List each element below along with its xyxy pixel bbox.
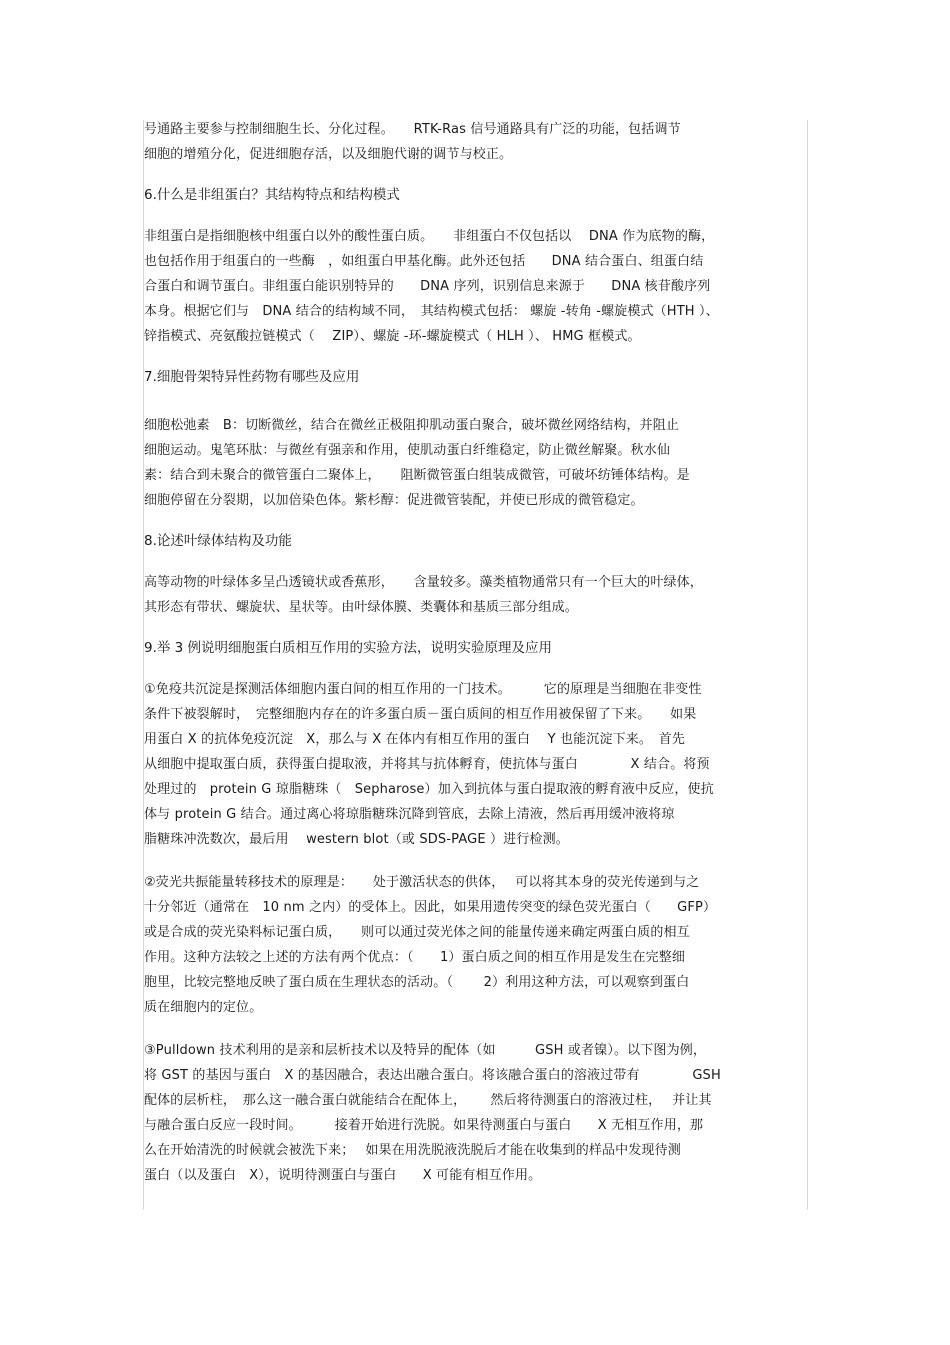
text-line: 作用。这种方法较之上述的方法有两个优点：（ 1）蛋白质之间的相互作用是发生在完整细 [144, 950, 686, 965]
text-line: 体与 protein G 结合。通过离心将琼脂糖珠沉降到管底，去除上清液，然后再用缓冲液将琼 [144, 807, 675, 822]
text-line: 蛋白（以及蛋白 X），说明待测蛋白与蛋白 X 可能有相互作用。 [144, 1168, 542, 1183]
text-line: 配体的层析柱， 那么这一融合蛋白就能结合在配体上， 然后将待测蛋白的溶液过柱， 并让其 [144, 1093, 712, 1108]
text-line: 处理过的 protein G 琼脂糖珠（ Sepharose）加入到抗体与蛋白提取液的孵育液中反应，使抗 [144, 782, 714, 797]
text-line: 锌指模式、亮氨酸拉链模式（ ZIP）、螺旋 -环-螺旋模式（ HLH ）、 HMG 框模式。 [144, 329, 641, 344]
text-line: 细胞松弛素 B：切断微丝，结合在微丝正极阻抑肌动蛋白聚合，破坏微丝网络结构，并阻止 [144, 418, 680, 433]
text-line: 将 GST 的基因与蛋白 X 的基因融合，表达出融合蛋白。将该融合蛋白的溶液过带有 GSH [144, 1068, 721, 1083]
text-line: 号通路主要参与控制细胞生长、分化过程。 RTK-Ras 信号通路具有广泛的功能，包括调节 [144, 122, 681, 137]
question-9-method-2 [144, 870, 812, 1020]
text-line: ①免疫共沉淀是探测活体细胞内蛋白间的相互作用的一门技术。 它的原理是当细胞在非变性 [144, 682, 702, 697]
question-8-title: 8.论述叶绿体结构及功能 [144, 533, 292, 549]
text-line: 细胞的增殖分化，促进细胞存活，以及细胞代谢的调节与校正。 [144, 147, 513, 162]
question-9-method-3 [144, 1038, 812, 1188]
document-body [144, 117, 812, 1188]
intro-paragraph [144, 117, 812, 167]
text-line: 胞里，比较完整地反映了蛋白质在生理状态的活动。（ 2）利用这种方法，可以观察到蛋白 [144, 975, 690, 990]
text-line: 质在细胞内的定位。 [144, 1000, 263, 1015]
text-line: 细胞运动。鬼笔环肽：与微丝有强亲和作用，使肌动蛋白纤维稳定，防止微丝解聚。秋水仙 [144, 443, 671, 458]
text-line: 其形态有带状、螺旋状、星状等。由叶绿体膜、类囊体和基质三部分组成。 [144, 600, 578, 615]
question-8-answer [144, 570, 812, 620]
question-9-method-1 [144, 677, 812, 852]
text-line: 或是合成的荧光染料标记蛋白质， 则可以通过荧光体之间的能量传递来确定两蛋白质的相互 [144, 925, 690, 940]
question-7-title: 7.细胞骨架特异性药物有哪些及应用 [144, 369, 360, 385]
text-line: 素：结合到未聚合的微管蛋白二聚体上， 阻断微管蛋白组装成微管，可破坏纺锤体结构。是 [144, 468, 690, 483]
text-line: 么在开始清洗的时候就会被洗下来； 如果在用洗脱液洗脱后才能在收集到的样品中发现待测 [144, 1143, 681, 1158]
text-line: 细胞停留在分裂期，以加倍染色体。紫杉醇：促进微管装配，并使已形成的微管稳定。 [144, 493, 644, 508]
text-line: 从细胞中提取蛋白质，获得蛋白提取液，并将其与抗体孵育，使抗体与蛋白 X 结合。将预 [144, 757, 710, 772]
text-line: ③Pulldown 技术利用的是亲和层析技术以及特异的配体（如 GSH 或者镍）。以下图为例， [144, 1043, 707, 1058]
question-9-title: 9.举 3 例说明细胞蛋白质相互作用的实验方法，说明实验原理及应用 [144, 640, 553, 656]
text-line: 条件下被裂解时， 完整细胞内存在的许多蛋白质－蛋白质间的相互作用被保留了下来。 如果 [144, 707, 697, 722]
text-line: 也包括作用于组蛋白的一些酶 ，如组蛋白甲基化酶。此外还包括 DNA 结合蛋白、组蛋白结 [144, 254, 704, 269]
question-7-answer [144, 413, 812, 513]
text-line: 非组蛋白是指细胞核中组蛋白以外的酸性蛋白质。 非组蛋白不仅包括以 DNA 作为底物的酶， [144, 229, 715, 244]
question-6-title: 6.什么是非组蛋白？其结构特点和结构模式 [144, 187, 400, 203]
text-line: 脂糖珠冲洗数次，最后用 western blot（或 SDS-PAGE ）进行检测。 [144, 832, 569, 847]
text-line: 本身。根据它们与 DNA 结合的结构域不同， 其结构模式包括： 螺旋 -转角 -螺旋模式（HTH ）、 [144, 304, 719, 319]
text-line: 与融合蛋白反应一段时间。 接着开始进行洗脱。如果待测蛋白与蛋白 X 无相互作用，那 [144, 1118, 704, 1133]
text-line: 用蛋白 X 的抗体免疫沉淀 X，那么与 X 在体内有相互作用的蛋白 Y 也能沉淀下来。 首先 [144, 732, 686, 747]
text-line: ②荧光共振能量转移技术的原理是： 处于激活状态的供体， 可以将其本身的荧光传递到与之 [144, 875, 700, 890]
text-line: 高等动物的叶绿体多呈凸透镜状或香蕉形， 含量较多。藻类植物通常只有一个巨大的叶绿体， [144, 575, 703, 590]
text-line: 合蛋白和调节蛋白。非组蛋白能识别特异的 DNA 序列，识别信息来源于 DNA 核苷酸序列 [144, 279, 711, 294]
question-6-answer [144, 224, 812, 349]
text-line: 十分邻近（通常在 10 nm 之内）的受体上。因此，如果用遗传突变的绿色荧光蛋白（ GFP） [144, 900, 717, 915]
